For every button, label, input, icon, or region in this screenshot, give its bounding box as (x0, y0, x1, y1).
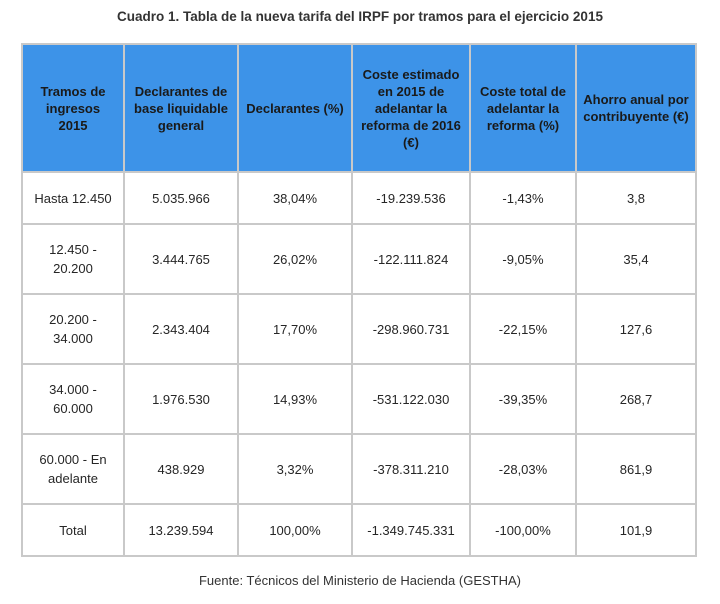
cell-declarantes-pct: 100,00% (238, 504, 352, 556)
table-row-total (22, 504, 696, 556)
cell-coste-estimado: -298.960.731 (352, 294, 470, 364)
cell-coste-total: -9,05% (470, 224, 576, 294)
source-note: Fuente: Técnicos del Ministerio de Hacienda (GESTHA) (198, 573, 521, 588)
cell-declarantes-pct: 38,04% (238, 172, 352, 224)
table-row (22, 172, 696, 224)
header-declarantes-pct: Declarantes (%) (238, 44, 352, 172)
header-coste-estimado: Coste estimado en 2015 de adelantar la reforma de 2016 (€) (352, 44, 470, 172)
table-row (22, 224, 696, 294)
cell-declarantes-base: 438.929 (124, 434, 238, 504)
cell-tramo: Total (22, 504, 124, 556)
cell-tramo: Hasta 12.450 (22, 172, 124, 224)
cell-ahorro-anual: 861,9 (576, 434, 696, 504)
cell-tramo: 34.000 - 60.000 (22, 364, 124, 434)
cell-coste-estimado: -122.111.824 (352, 224, 470, 294)
table-row (22, 294, 696, 364)
cell-declarantes-pct: 17,70% (238, 294, 352, 364)
cell-ahorro-anual: 127,6 (576, 294, 696, 364)
cell-tramo: 20.200 - 34.000 (22, 294, 124, 364)
cell-declarantes-base: 2.343.404 (124, 294, 238, 364)
cell-declarantes-pct: 26,02% (238, 224, 352, 294)
cell-coste-total: -39,35% (470, 364, 576, 434)
cell-coste-total: -28,03% (470, 434, 576, 504)
cell-ahorro-anual: 35,4 (576, 224, 696, 294)
irpf-table (21, 43, 697, 557)
cell-coste-total: -100,00% (470, 504, 576, 556)
table-header-row (22, 44, 696, 172)
cell-ahorro-anual: 101,9 (576, 504, 696, 556)
header-declarantes-base: Declarantes de base liquidable general (124, 44, 238, 172)
cell-coste-total: -1,43% (470, 172, 576, 224)
cell-coste-estimado: -1.349.745.331 (352, 504, 470, 556)
cell-tramo: 60.000 - En adelante (22, 434, 124, 504)
table-title: Cuadro 1. Tabla de la nueva tarifa del IRPF por tramos para el ejercicio 2015 (117, 9, 603, 24)
header-tramos: Tramos de ingresos 2015 (22, 44, 124, 172)
table-row (22, 434, 696, 504)
cell-declarantes-base: 1.976.530 (124, 364, 238, 434)
table-row (22, 364, 696, 434)
cell-tramo: 12.450 - 20.200 (22, 224, 124, 294)
cell-declarantes-pct: 3,32% (238, 434, 352, 504)
header-ahorro-anual: Ahorro anual por contribuyente (€) (576, 44, 696, 172)
cell-ahorro-anual: 3,8 (576, 172, 696, 224)
cell-declarantes-base: 3.444.765 (124, 224, 238, 294)
cell-coste-total: -22,15% (470, 294, 576, 364)
header-coste-total: Coste total de adelantar la reforma (%) (470, 44, 576, 172)
cell-declarantes-base: 5.035.966 (124, 172, 238, 224)
cell-declarantes-pct: 14,93% (238, 364, 352, 434)
cell-ahorro-anual: 268,7 (576, 364, 696, 434)
cell-coste-estimado: -19.239.536 (352, 172, 470, 224)
cell-coste-estimado: -531.122.030 (352, 364, 470, 434)
cell-coste-estimado: -378.311.210 (352, 434, 470, 504)
cell-declarantes-base: 13.239.594 (124, 504, 238, 556)
